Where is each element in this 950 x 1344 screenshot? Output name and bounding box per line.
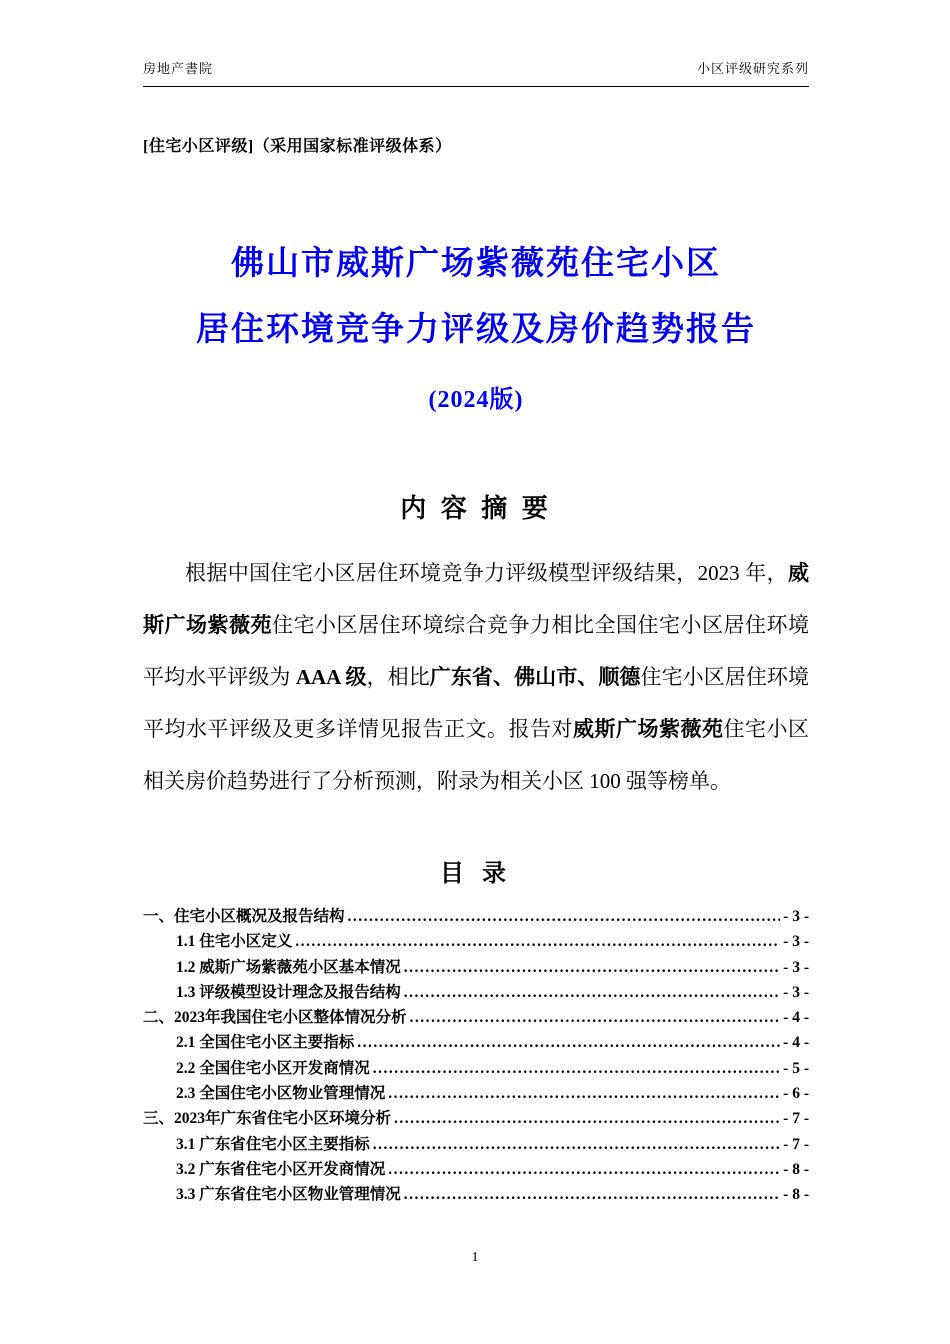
toc-dotted-leader [410,1005,781,1030]
toc-item-label: 3.3 广东省住宅小区物业管理情况 [176,1186,401,1204]
toc-dotted-leader [295,929,780,954]
toc-item[interactable] [143,1132,809,1157]
abstract-text-segment: 住宅小区居住环境综合竞争力相比全国住宅小区居住环境平均水平评级为 [143,613,809,689]
toc-item[interactable] [143,1030,809,1055]
abstract-text-segment: AAA 级 [295,665,367,689]
toc-item-page-number: - 5 - [783,1059,809,1077]
toc-item[interactable] [143,1157,809,1182]
toc-item[interactable] [143,1056,809,1081]
header-divider [143,86,809,87]
toc-item-page-number: - 7 - [783,1135,809,1153]
toc-dotted-leader [388,1157,780,1182]
table-of-contents [143,904,809,1208]
report-title-block [143,248,809,414]
report-edition: (2024版) [428,387,524,413]
toc-dotted-leader [404,955,780,980]
toc-item-label: 三、2023年广东省住宅小区环境分析 [143,1110,392,1128]
toc-item-label: 1.3 评级模型设计理念及报告结构 [176,983,401,1001]
toc-item[interactable] [143,904,809,929]
toc-dotted-leader [404,1182,780,1207]
toc-item-page-number: - 4 - [783,1034,809,1052]
abstract-text-segment: 住宅小区相关房价趋势进行了分析预测，附录为相关小区 100 强等榜单。 [143,717,809,793]
toc-item-page-number: - 3 - [783,908,809,925]
toc-item-label: 二、2023年我国住宅小区整体情况分析 [143,1009,407,1027]
toc-dotted-leader [388,1081,780,1106]
toc-item[interactable] [143,929,809,954]
toc-dotted-leader [373,1132,780,1157]
report-title-line1: 佛山市威斯广场紫薇苑住宅小区 [231,246,721,282]
toc-item-page-number: - 8 - [783,1160,809,1178]
toc-item-label: 一、住宅小区概况及报告结构 [143,908,345,925]
abstract-text-segment: 威斯广场紫薇苑 [573,717,724,741]
toc-item-page-number: - 7 - [783,1110,809,1128]
toc-item[interactable] [143,980,809,1005]
toc-item[interactable] [143,1005,809,1030]
document-header [143,58,809,77]
rating-system-tag: [住宅小区评级]（采用国家标准评级体系） [143,138,452,155]
toc-dotted-leader [348,904,781,929]
toc-item-page-number: - 3 - [783,933,809,951]
abstract-heading: 内 容 摘 要 [400,494,552,523]
toc-item-label: 3.2 广东省住宅小区开发商情况 [176,1160,386,1178]
abstract-text-segment: 根据中国住宅小区居住环境竞争力评级模型评级结果，2023 年， [185,561,788,585]
toc-dotted-leader [357,1030,780,1055]
toc-item-page-number: - 8 - [783,1186,809,1204]
toc-dotted-leader [404,980,780,1005]
toc-item[interactable] [143,1081,809,1106]
report-title-line2: 居住环境竞争力评级及房价趋势报告 [196,312,756,348]
toc-item-page-number: - 3 - [783,983,809,1001]
abstract-text-segment: 威斯广场紫薇苑 [143,561,809,637]
toc-dotted-leader [394,1106,780,1131]
page-number: 1 [471,1250,479,1265]
toc-item-label: 1.2 威斯广场紫薇苑小区基本情况 [176,958,401,976]
toc-item-page-number: - 3 - [783,958,809,976]
abstract-paragraph [143,547,809,807]
toc-item-label: 2.1 全国住宅小区主要指标 [176,1034,355,1052]
toc-item[interactable] [143,955,809,980]
toc-item-label: 2.3 全国住宅小区物业管理情况 [176,1085,386,1103]
toc-item-page-number: - 4 - [783,1009,809,1027]
toc-item-label: 3.1 广东省住宅小区主要指标 [176,1135,370,1153]
toc-item-label: 2.2 全国住宅小区开发商情况 [176,1059,370,1077]
abstract-text-segment: 住宅小区居住环境平均水平评级及更多详情见报告正文。报告对 [143,665,810,741]
toc-item-page-number: - 6 - [783,1085,809,1103]
toc-item[interactable] [143,1182,809,1207]
toc-dotted-leader [373,1056,780,1081]
toc-item[interactable] [143,1106,809,1131]
abstract-text-segment: ，相比 [366,665,430,689]
toc-item-label: 1.1 住宅小区定义 [176,933,293,951]
header-left-text: 房地产書院 [143,61,214,76]
abstract-text-segment: 广东省、佛山市、顺德 [429,665,641,689]
toc-heading: 目 录 [440,861,512,887]
header-right-text: 小区评级研究系列 [696,61,809,76]
